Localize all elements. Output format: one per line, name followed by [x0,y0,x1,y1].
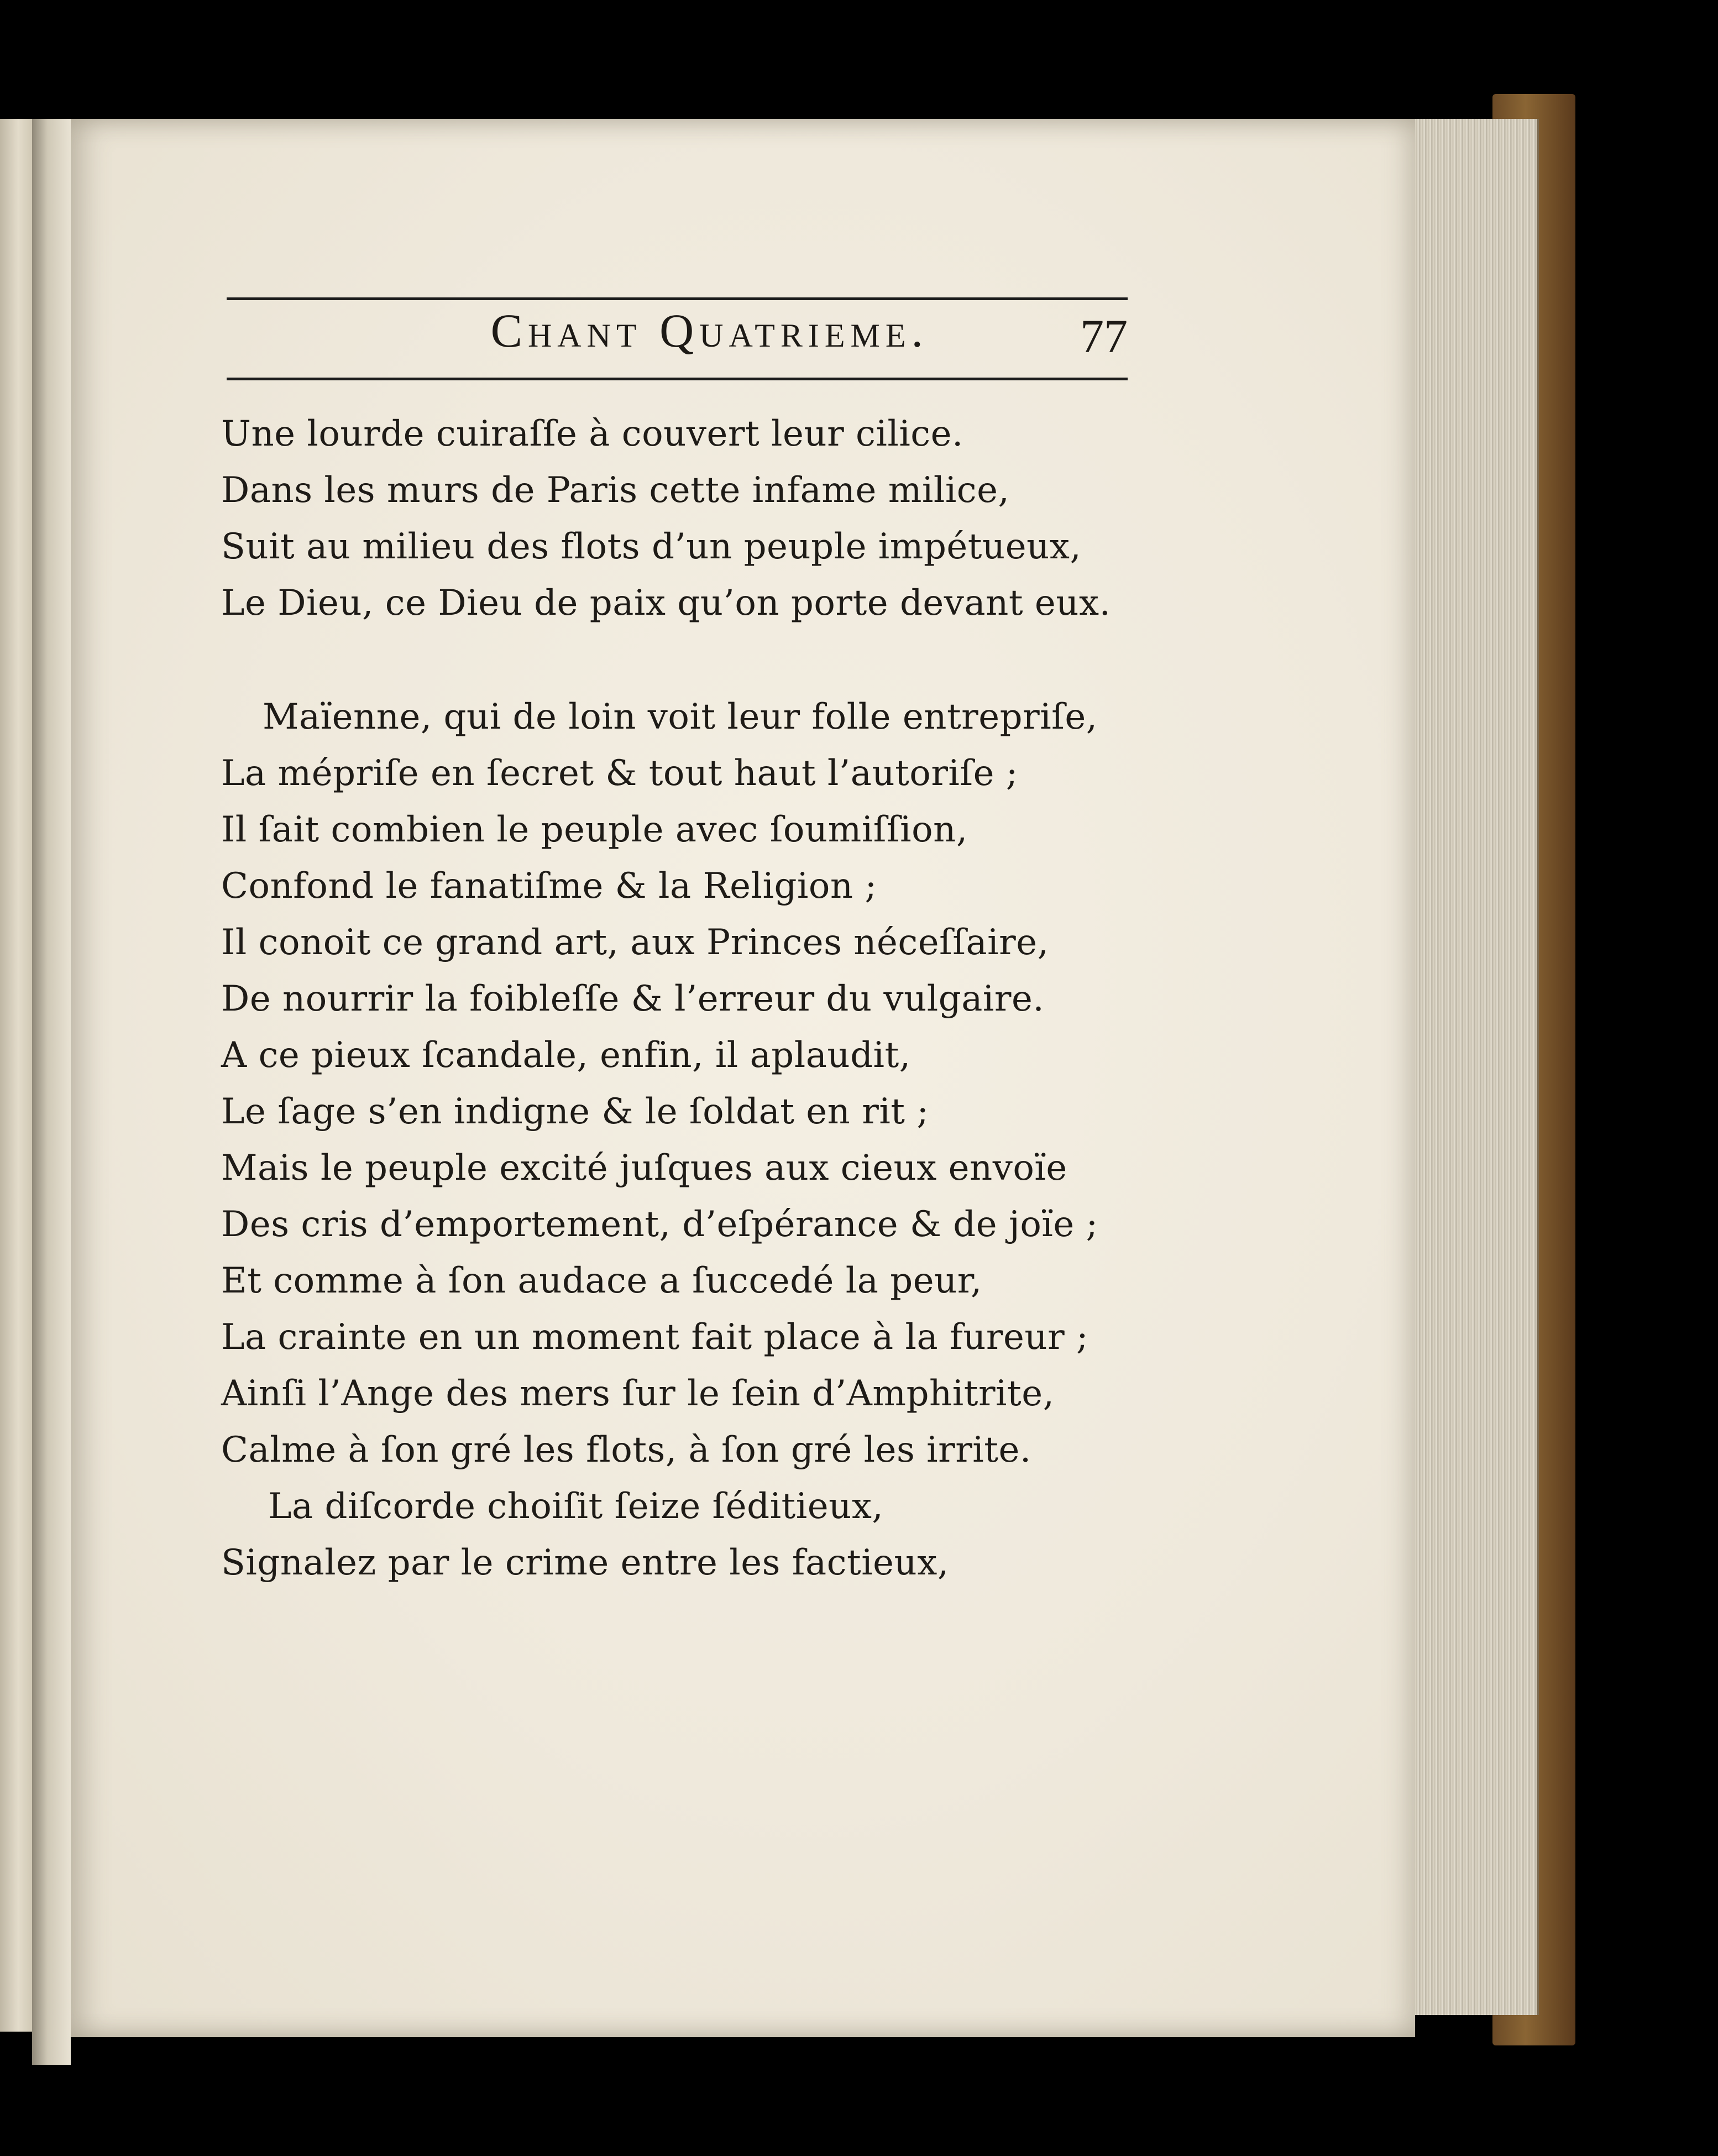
verse-line: De nourrir la foibleſſe & l’erreur du vulgaire. [221,978,1045,1019]
verse-line: Dans les murs de Paris cette infame milice, [221,470,1010,511]
verse-line: Des cris d’emportement, d’eſpérance & de joïe ; [221,1204,1098,1245]
verse-line: Le Dieu, ce Dieu de paix qu’on porte devant eux. [221,583,1111,624]
verse-line: Calme à ſon gré les flots, à ſon gré les irrite. [221,1430,1031,1471]
verse-line: A ce pieux ſcandale, enfin, il aplaudit, [221,1035,911,1076]
verse-line: Il conoit ce grand art, aux Princes néceſſaire, [221,922,1049,963]
running-head-title: Chant Quatrieme. [490,304,929,357]
verse-line: La crainte en un moment fait place à la fureur ; [221,1317,1089,1358]
verse-line: Maïenne, qui de loin voit leur folle entrepriſe, [263,697,1098,737]
verse-line: Suit au milieu des flots d’un peuple impétueux, [221,526,1082,567]
verse-line: Confond le fanatiſme & la Religion ; [221,866,877,907]
header-rule-top [227,297,1128,300]
book-gutter [32,119,71,2065]
verse-line: Et comme à ſon audace a ſuccedé la peur, [221,1260,982,1301]
verse-line: Une lourde cuiraſſe à couvert leur cilice. [221,414,963,454]
page-number: 77 [1080,310,1128,363]
verse-line: La diſcorde choiſit ſeize ſéditieux, [268,1486,884,1527]
verse-line: Il ſait combien le peuple avec ſoumiſſion, [221,809,968,850]
verse-line: Ainſi l’Ange des mers ſur le ſein d’Amphitrite, [221,1373,1055,1414]
verse-line: La mépriſe en ſecret & tout haut l’autoriſe ; [221,753,1018,794]
verse-line: Le ſage s’en indigne & le ſoldat en rit ; [221,1091,929,1132]
verse-line: Signalez par le crime entre les factieux, [221,1542,949,1583]
page-edges [1399,119,1539,2015]
left-page-sliver [0,119,33,2032]
verse-line: Mais le peuple excité juſques aux cieux envoïe [221,1148,1067,1189]
right-page [66,119,1415,2037]
header-rule-bottom [227,378,1128,380]
